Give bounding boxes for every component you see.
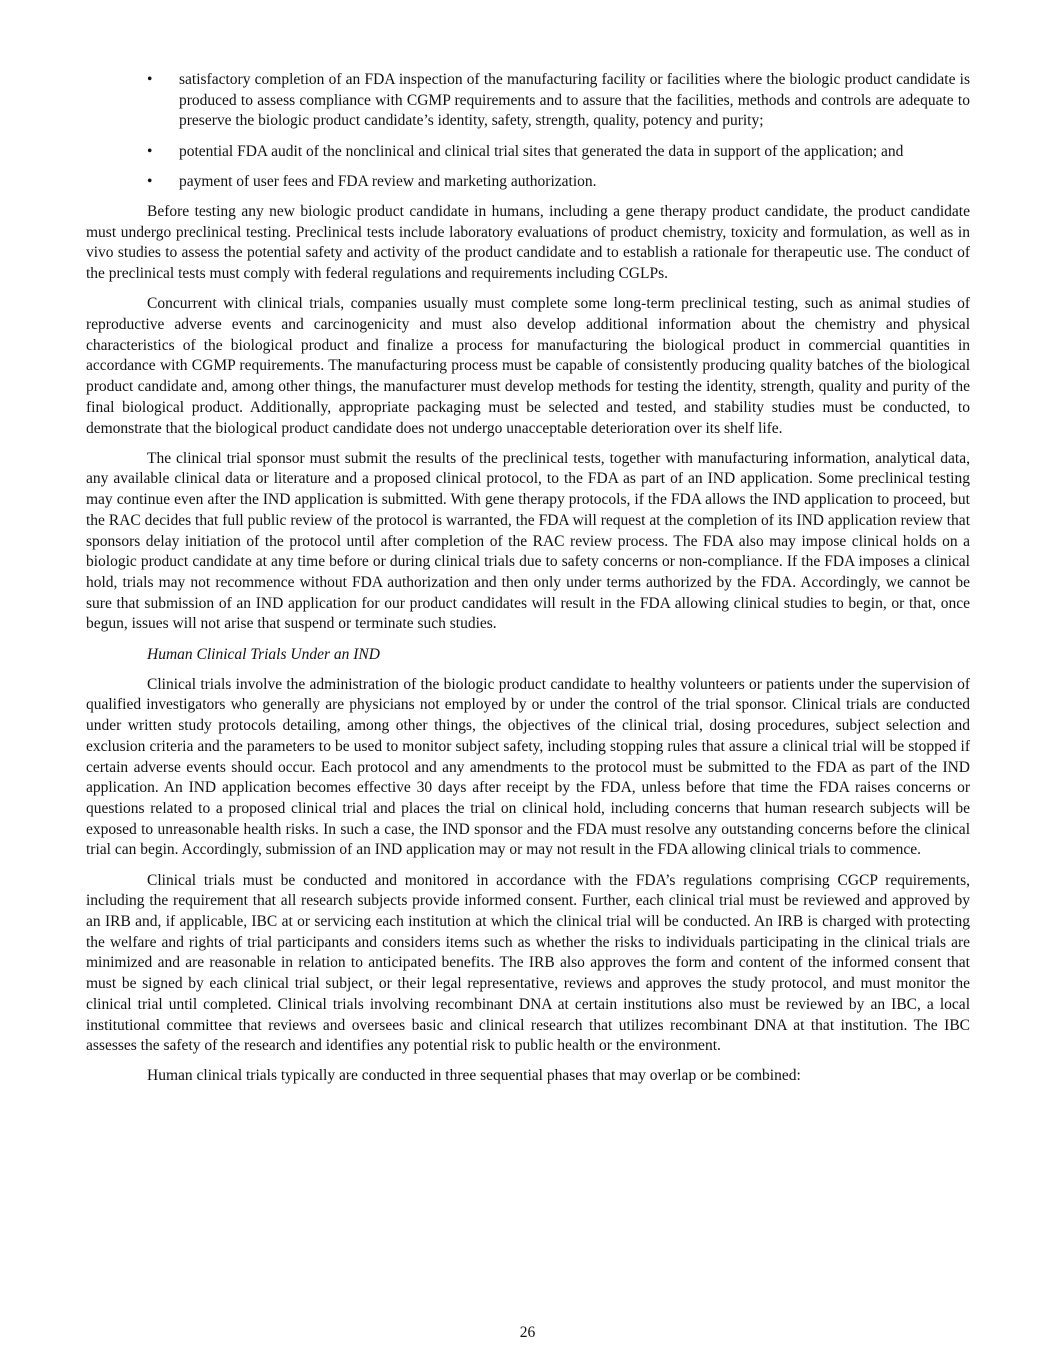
- paragraph-ind-submission: The clinical trial sponsor must submit the results of the preclinical tests, together with manufacturing information, analytical data, any available clinical data or literature and a proposed clinical protocol, to the FDA as part of an IND application. Some preclinical testing may continue even after the IND application is submitted. With gene therapy protocols, if the FDA allows the IND application to proceed, but the RAC decides that full public review of the protocol is warranted, the FDA will request at the completion of its IND application review that sponsors delay initiation of the protocol until after completion of the RAC review process. The FDA also may impose clinical holds on a biologic product candidate at any time before or during clinical trials due to safety concerns or non-compliance. If the FDA imposes a clinical hold, trials may not recommence without FDA authorization and then only under terms authorized by the FDA. Accordingly, we cannot be sure that submission of an IND application for our product candidates will result in the FDA allowing clinical studies to begin, or that, once begun, issues will not arise that suspend or terminate such studies.: [86, 449, 970, 633]
- list-item: [86, 70, 970, 132]
- paragraph-preclinical-testing: Before testing any new biologic product candidate in humans, including a gene therapy product candidate, the product candidate must undergo preclinical testing. Preclinical tests include laboratory evaluations of product chemistry, toxicity and formulation, as well as in vivo studies to assess the potential safety and activity of the product candidate and to establish a rationale for therapeutic use. The conduct of the preclinical tests must comply with federal regulations and requirements including CGLPs.: [86, 203, 970, 283]
- list-item: [86, 142, 970, 163]
- paragraph-irb-oversight: Clinical trials must be conducted and monitored in accordance with the FDA’s regulations comprising CGCP requirements, including the requirement that all research subjects provide informed consent. Further, each clinical trial must be reviewed and approved by an IRB and, if applicable, IBC at or servicing each institution at which the clinical trial will be conducted. An IRB is charged with protecting the welfare and rights of trial participants and considers items such as whether the risks to individuals participating in the clinical trials are minimized and are reasonable in relation to anticipated benefits. The IRB also approves the form and content of the informed consent that must be signed by each clinical trial subject, or their legal representative, reviews and approves the study protocol, and must monitor the clinical trial until completed. Clinical trials involving recombinant DNA at certain institutions also must be reviewed by an IBC, a local institutional committee that reviews and oversees basic and clinical research that utilizes recombinant DNA at that institution. The IBC assesses the safety of the research and identifies any potential risk to public health or the environment.: [86, 871, 970, 1055]
- paragraph-long-term-testing: Concurrent with clinical trials, companies usually must complete some long-term preclinical testing, such as animal studies of reproductive adverse events and carcinogenicity and must also develop additional information about the chemistry and physical characteristics of the biological product and finalize a process for manufacturing the biological product in commercial quantities in accordance with CGMP requirements. The manufacturing process must be capable of consistently producing quality batches of the biological product candidate and, among other things, the manufacturer must develop methods for testing the identity, strength, quality and purity of the final biological product. Additionally, appropriate packaging must be selected and tested, and stability studies must be conducted, to demonstrate that the biological product candidate does not undergo unacceptable deterioration over its shelf life.: [86, 295, 970, 437]
- list-item-text: satisfactory completion of an FDA inspection of the manufacturing facility or facilities where the biologic product candidate is produced to assess compliance with CGMP requirements and to assure that the facilities, methods and controls are adequate to preserve the biologic product candidate’s identity, safety, strength, quality, potency and purity;: [179, 71, 970, 130]
- bullet-icon: •: [147, 71, 153, 88]
- paragraph-trial-phases: Human clinical trials typically are conducted in three sequential phases that may overlap or be combined:: [147, 1067, 801, 1085]
- list-item-text: payment of user fees and FDA review and marketing authorization.: [179, 172, 597, 190]
- list-item: [86, 172, 970, 193]
- paragraph-clinical-trials-involve: Clinical trials involve the administration of the biologic product candidate to healthy volunteers or patients under the supervision of qualified investigators who generally are physicians not employed by or under the control of the trial sponsor. Clinical trials are conducted under written study protocols detailing, among other things, the objectives of the clinical trial, dosing procedures, subject selection and exclusion criteria and the parameters to be used to monitor subject safety, including stopping rules that assure a clinical trial will be stopped if certain adverse events should occur. Each protocol and any amendments to the protocol must be submitted to the FDA as part of the IND application. An IND application becomes effective 30 days after receipt by the FDA, unless before that time the FDA raises concerns or questions related to a proposed clinical trial and places the trial on clinical hold, including concerns that human research subjects will be exposed to unreasonable health risks. In such a case, the IND sponsor and the FDA must resolve any outstanding concerns before the clinical trial can begin. Accordingly, submission of an IND application may or may not result in the FDA allowing clinical trials to commence.: [86, 675, 970, 859]
- section-heading: Human Clinical Trials Under an IND: [147, 645, 380, 663]
- requirements-bullet-list: [86, 70, 970, 193]
- list-item-text: potential FDA audit of the nonclinical and clinical trial sites that generated the data in support of the application; and: [179, 142, 904, 160]
- bullet-icon: •: [147, 142, 153, 160]
- document-page: [86, 70, 970, 1097]
- bullet-icon: •: [147, 172, 153, 190]
- page-number: 26: [519, 1324, 536, 1341]
